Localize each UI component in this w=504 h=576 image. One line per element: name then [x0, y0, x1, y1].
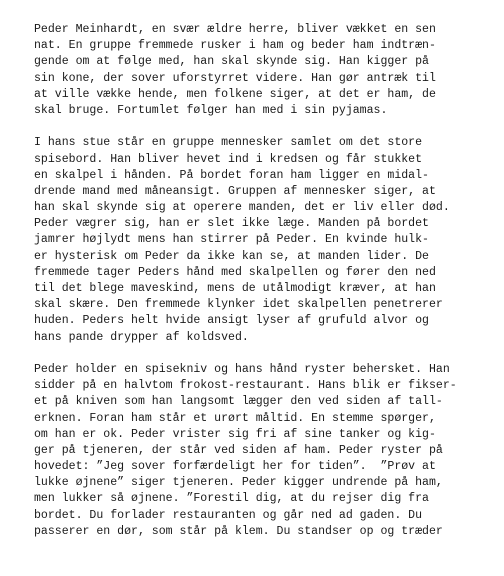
paragraph-2: [34, 135, 494, 345]
text-line: gende om at følge med, han skal skynde sig. Han kigger på: [34, 55, 429, 69]
text-line: spisebord. Han bliver hevet ind i kredsen og får stukket: [34, 152, 423, 166]
text-line: sin kone, der sover uforstyrret videre. Han gør antræk til: [34, 71, 436, 85]
text-line: hovedet: ”Jeg sover forfærdeligt her for tiden”. ”Prøv at: [34, 460, 436, 474]
text-line: jamrer højlydt mens han stirrer på Peder. En kvinde hulk-: [34, 233, 429, 247]
text-line: Peder holder en spisekniv og hans hånd ryster behersket. Han: [34, 362, 450, 376]
text-line: sidder på en halvtom frokost-restaurant. Hans blik er fikser-: [34, 379, 457, 393]
paragraph-3: [34, 362, 494, 540]
text-line: I hans stue står en gruppe mennesker samlet om det store: [34, 136, 423, 150]
text-line: lukke øjnene” siger tjeneren. Peder kigger undrende på ham,: [34, 476, 443, 490]
text-line: Peder Meinhardt, en svær ældre herre, bliver vækket en sen: [34, 23, 436, 36]
paragraph-1: [34, 22, 494, 119]
text-line: erknen. Foran ham står et urørt måltid. En stemme spørger,: [34, 411, 436, 425]
text-line: en skalpel i hånden. På bordet foran ham ligger en midal-: [34, 168, 429, 182]
text-line: nat. En gruppe fremmede rusker i ham og beder ham indtræn-: [34, 39, 436, 53]
text-line: han skal skynde sig at operere manden, det er liv eller død.: [34, 201, 450, 215]
text-line: hans pande drypper af koldsved.: [34, 330, 249, 344]
text-line: skal skære. Den fremmede klynker idet skalpellen penetrerer: [34, 298, 443, 312]
text-line: at ville vække hende, men folkene siger, at det er ham, de: [34, 87, 436, 101]
text-line: til det blege maveskind, mens de utålmodigt kræver, at han: [34, 282, 436, 295]
text-line: drende mand med måneansigt. Gruppen af mennesker siger, at: [34, 184, 436, 198]
text-line: skal bruge. Fortumlet følger han med i sin pyjamas.: [34, 103, 388, 117]
text-line: er hysterisk om Peder da ikke kan se, at manden lider. De: [34, 249, 429, 263]
text-line: Peder vægrer sig, han er slet ikke læge. Manden på bordet: [34, 217, 429, 231]
text-line: passerer en dør, som står på klem. Du standser op og træder: [34, 524, 443, 538]
text-line: bordet. Du forlader restauranten og går ned ad gaden. Du: [34, 508, 423, 522]
text-line: et på kniven som han langsomt lægger den ved siden af tall-: [34, 395, 443, 409]
text-line: men lukker så øjnene. ”Forestil dig, at du rejser dig fra: [34, 492, 429, 506]
text-line: ger på tjeneren, der står ved siden af ham. Peder ryster på: [34, 443, 443, 457]
story-text: [34, 22, 494, 556]
text-line: huden. Peders helt hvide ansigt lyser af grufuld alvor og: [34, 314, 429, 328]
text-line: fremmede tager Peders hånd med skalpellen og fører den ned: [34, 265, 436, 279]
text-line: om han er ok. Peder vrister sig fri af sine tanker og kig-: [34, 427, 436, 441]
